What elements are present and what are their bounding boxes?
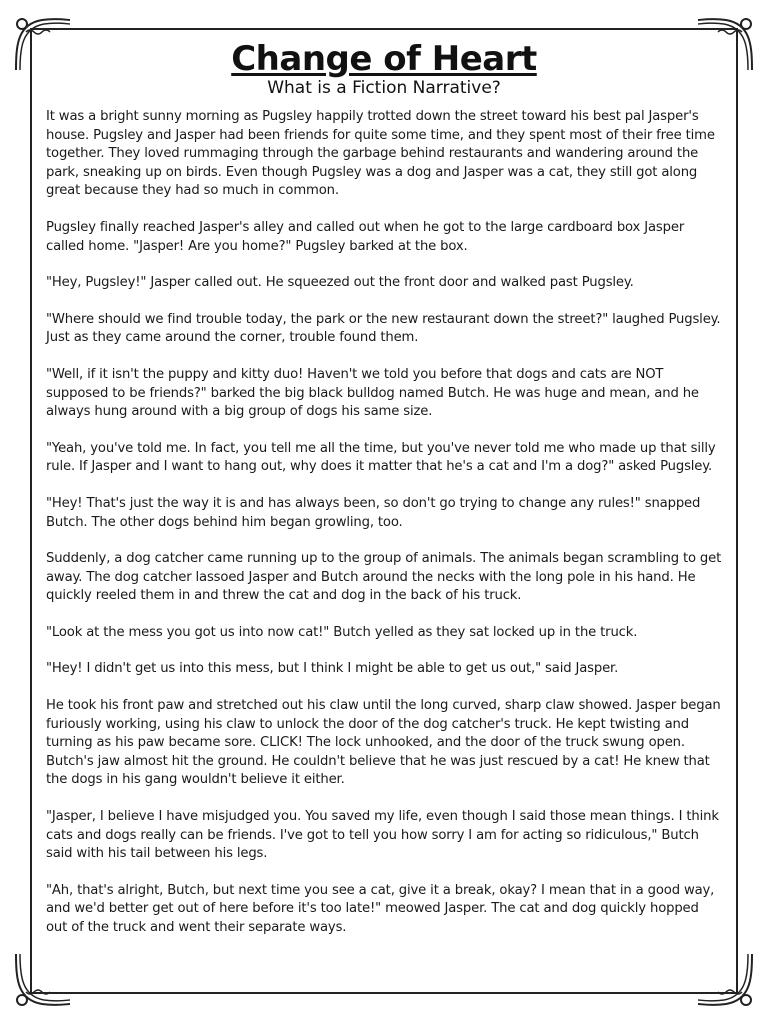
story-paragraph: "Where should we find trouble today, the park or the new restaurant down the street?" laughed Pugsley. Just as they came around the corner, trouble found them. [46,311,721,346]
story-paragraph: "Hey, Pugsley!" Jasper called out. He squeezed out the front door and walked past Pugsley. [46,275,634,291]
story-paragraph: Suddenly, a dog catcher came running up to the group of animals. The animals began scrambling to get away. The dog catcher lassoed Jasper and Butch around the necks with the long pole in his hand. He quickly reeled them in and threw the cat and dog in the back of his truck. [46,551,722,604]
story-paragraph: He took his front paw and stretched out his claw until the long curved, sharp claw showed. Jasper began furiously working, using his claw to unlock the door of the dog catcher's truck. He kept twisting and turning as his paw became sore. CLICK! The lock unhooked, and the door of the truck swung open. Butch's jaw almost hit the ground. He couldn't believe that he was just rescued by a cat! He knew that the dogs in his gang wouldn't believe it either. [46,698,721,788]
story-paragraph: Pugsley finally reached Jasper's alley and called out when he got to the large cardboard box Jasper called home. "Jasper! Are you home?" Pugsley barked at the box. [46,219,685,254]
story-paragraph: "Hey! That's just the way it is and has always been, so don't go trying to change any rules!" snapped Butch. The other dogs behind him began growling, too. [46,495,701,530]
story-paragraph: It was a bright sunny morning as Pugsley happily trotted down the street toward his best pal Jasper's house. Pugsley and Jasper had been friends for quite some time, and they spent most of their free time together. They loved rummaging through the garbage behind restaurants and wandering around the park, sneaking up on birds. Even though Pugsley was a dog and Jasper was a cat, they still got along great because they had so much in common. [46,109,715,199]
corner-scroll-ornament [694,948,756,1010]
story-content [46,40,722,956]
story-paragraph: "Hey! I didn't get us into this mess, but I think I might be able to get us out," said Jasper. [46,661,619,677]
story-paragraph: "Yeah, you've told me. In fact, you tell me all the time, but you've never told me who made up that silly rule. If Jasper and I want to hang out, why does it matter that he's a cat and I'm a dog?" asked Pugsley. [46,440,716,475]
corner-scroll-ornament [12,948,74,1010]
page-title: Change of Heart [231,39,537,79]
story-paragraph: "Well, if it isn't the puppy and kitty duo! Haven't we told you before that dogs and cats are NOT supposed to be friends?" barked the big black bulldog named Butch. He was huge and mean, and he always hung around with a big group of dogs his same size. [46,366,699,420]
story-paragraph: "Ah, that's alright, Butch, but next time you see a cat, give it a break, okay? I mean that in a good way, and we'd better get out of here before it's too late!" meowed Jasper. The cat and dog quickly hopped out of the truck and went their separate ways. [46,882,715,935]
story-paragraph: "Jasper, I believe I have misjudged you. You saved my life, even though I said those mean things. I think cats and dogs really can be friends. I've got to tell you how sorry I am for acting so ridiculous," Butch said with his tail between his legs. [46,809,719,862]
story-paragraph: "Look at the mess you got us into now cat!" Butch yelled as they sat locked up in the truck. [46,624,638,640]
page-subtitle: What is a Fiction Narrative? [267,78,501,98]
